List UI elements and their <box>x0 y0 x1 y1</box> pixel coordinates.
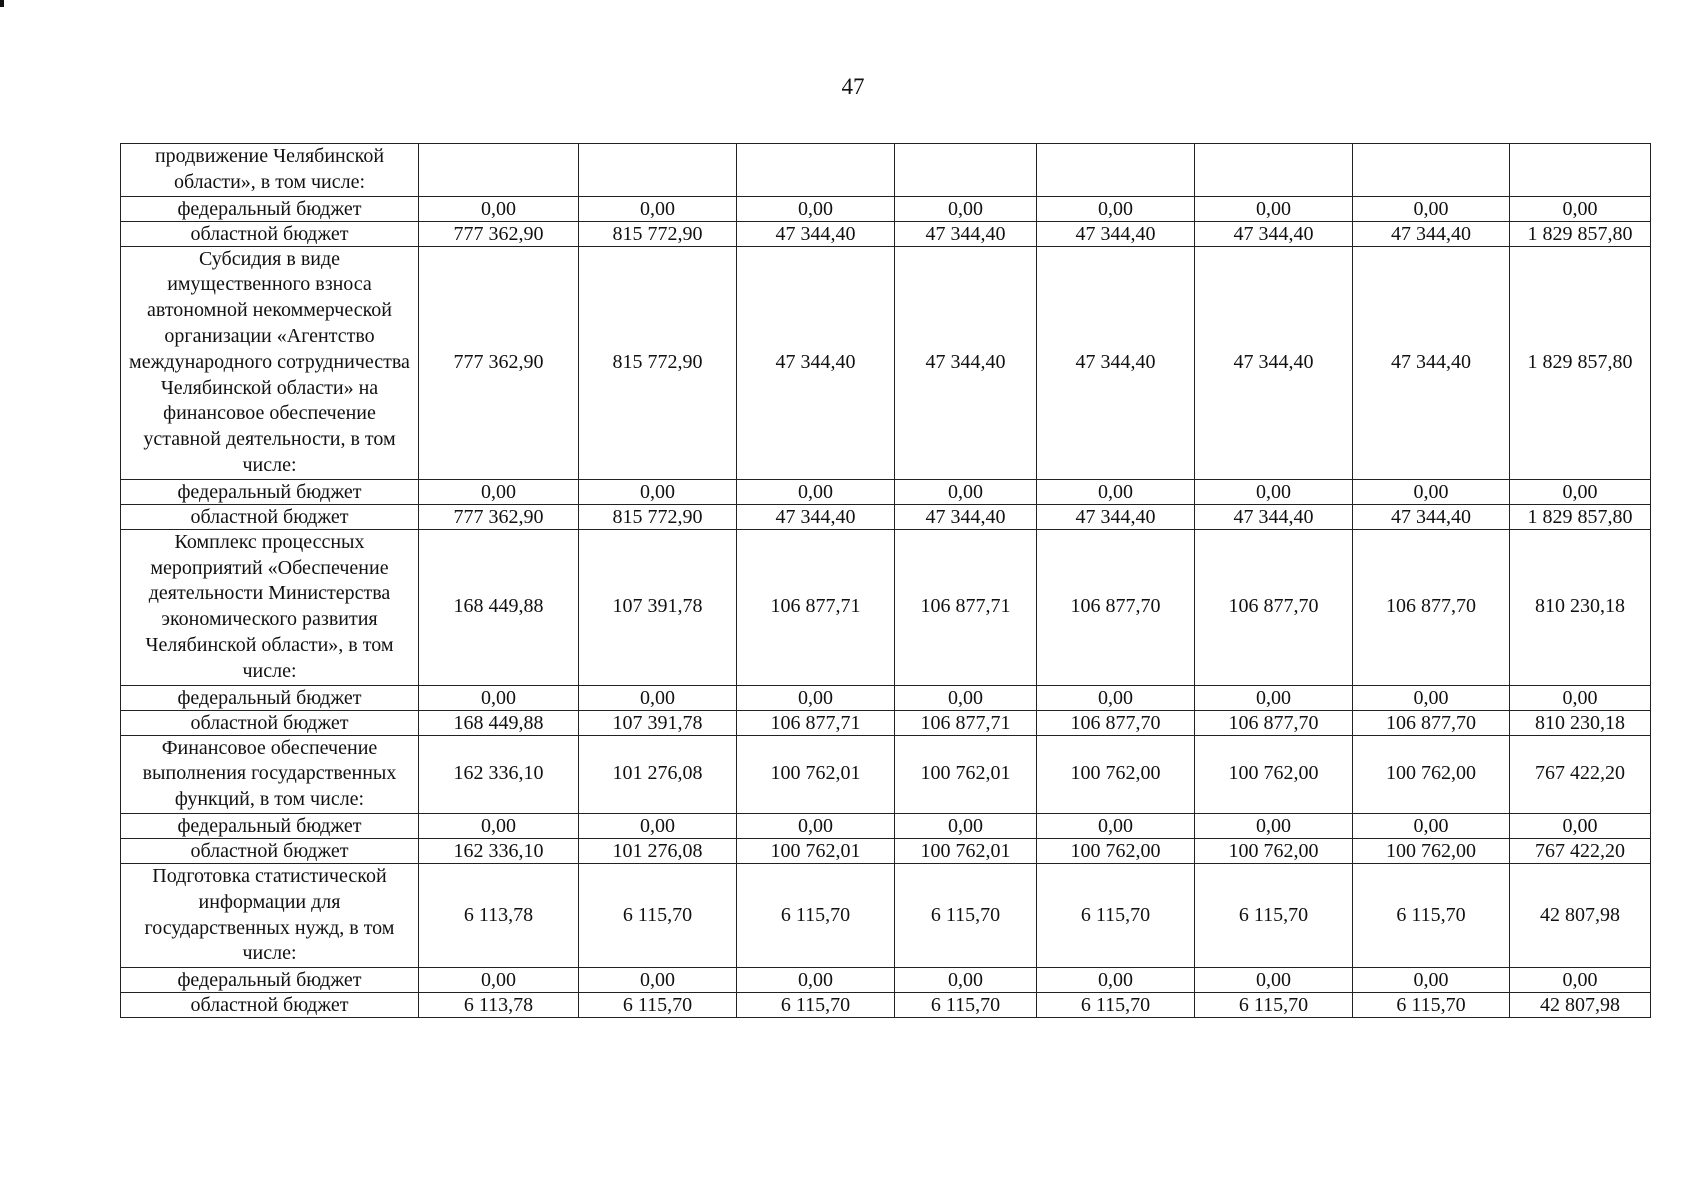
value-cell: 0,00 <box>1037 968 1195 993</box>
value-cell: 0,00 <box>419 685 579 710</box>
value-cell: 47 344,40 <box>737 504 895 529</box>
value-cell: 6 115,70 <box>737 863 895 967</box>
budget-subrow <box>121 196 1651 221</box>
table-body <box>121 144 1651 1018</box>
row-label: Подготовка статистической информации для государственных нужд, в том числе: <box>121 863 419 967</box>
value-cell: 0,00 <box>1195 813 1353 838</box>
value-cell: 100 762,00 <box>1353 838 1510 863</box>
value-cell: 0,00 <box>895 813 1037 838</box>
value-cell: 106 877,71 <box>737 529 895 685</box>
value-cell: 777 362,90 <box>419 504 579 529</box>
value-cell: 6 115,70 <box>737 993 895 1018</box>
value-cell: 777 362,90 <box>419 246 579 479</box>
value-cell <box>1195 144 1353 197</box>
value-cell: 0,00 <box>579 813 737 838</box>
value-cell: 47 344,40 <box>1195 221 1353 246</box>
program-row <box>121 863 1651 967</box>
value-cell: 0,00 <box>419 813 579 838</box>
value-cell: 6 115,70 <box>579 863 737 967</box>
value-cell: 101 276,08 <box>579 838 737 863</box>
value-cell: 106 877,70 <box>1353 529 1510 685</box>
budget-subrow <box>121 813 1651 838</box>
row-label: областной бюджет <box>121 993 419 1018</box>
budget-subrow <box>121 504 1651 529</box>
value-cell: 0,00 <box>579 968 737 993</box>
value-cell: 6 115,70 <box>1195 993 1353 1018</box>
value-cell: 0,00 <box>1195 685 1353 710</box>
value-cell: 47 344,40 <box>1195 504 1353 529</box>
value-cell: 0,00 <box>1037 813 1195 838</box>
row-label: Комплекс процессных мероприятий «Обеспечение деятельности Министерства экономического развития Челябинской области», в том числе: <box>121 529 419 685</box>
value-cell: 106 877,70 <box>1353 710 1510 735</box>
value-cell: 162 336,10 <box>419 838 579 863</box>
value-cell: 6 115,70 <box>895 863 1037 967</box>
value-cell: 0,00 <box>1195 196 1353 221</box>
value-cell: 100 762,00 <box>1037 838 1195 863</box>
value-cell: 106 877,70 <box>1037 529 1195 685</box>
value-cell: 0,00 <box>737 685 895 710</box>
value-cell: 0,00 <box>1195 479 1353 504</box>
value-cell: 168 449,88 <box>419 529 579 685</box>
value-cell: 101 276,08 <box>579 735 737 813</box>
budget-subrow <box>121 968 1651 993</box>
value-cell: 47 344,40 <box>1195 246 1353 479</box>
value-cell: 6 115,70 <box>1037 993 1195 1018</box>
value-cell: 47 344,40 <box>895 246 1037 479</box>
value-cell: 100 762,01 <box>895 735 1037 813</box>
value-cell: 106 877,70 <box>1195 529 1353 685</box>
value-cell: 0,00 <box>579 479 737 504</box>
value-cell: 47 344,40 <box>1353 504 1510 529</box>
value-cell: 6 115,70 <box>895 993 1037 1018</box>
value-cell: 107 391,78 <box>579 710 737 735</box>
value-cell: 47 344,40 <box>1353 246 1510 479</box>
budget-table <box>120 143 1651 1018</box>
value-cell: 0,00 <box>419 968 579 993</box>
value-cell: 6 115,70 <box>1195 863 1353 967</box>
value-cell: 815 772,90 <box>579 504 737 529</box>
value-cell: 47 344,40 <box>1353 221 1510 246</box>
value-cell: 0,00 <box>737 196 895 221</box>
value-cell: 42 807,98 <box>1510 863 1651 967</box>
row-label: федеральный бюджет <box>121 813 419 838</box>
value-cell: 106 877,70 <box>1195 710 1353 735</box>
budget-subrow <box>121 710 1651 735</box>
value-cell: 0,00 <box>737 479 895 504</box>
value-cell: 1 829 857,80 <box>1510 504 1651 529</box>
value-cell: 6 113,78 <box>419 993 579 1018</box>
value-cell: 0,00 <box>1037 196 1195 221</box>
value-cell: 0,00 <box>895 685 1037 710</box>
value-cell: 100 762,00 <box>1195 735 1353 813</box>
value-cell: 6 115,70 <box>579 993 737 1018</box>
value-cell: 100 762,00 <box>1353 735 1510 813</box>
value-cell: 0,00 <box>1037 685 1195 710</box>
value-cell: 810 230,18 <box>1510 710 1651 735</box>
value-cell: 0,00 <box>579 196 737 221</box>
value-cell: 6 113,78 <box>419 863 579 967</box>
value-cell: 168 449,88 <box>419 710 579 735</box>
value-cell: 0,00 <box>1037 479 1195 504</box>
value-cell: 0,00 <box>1510 196 1651 221</box>
value-cell: 47 344,40 <box>1037 504 1195 529</box>
budget-subrow <box>121 838 1651 863</box>
value-cell: 0,00 <box>1510 479 1651 504</box>
value-cell: 6 115,70 <box>1353 863 1510 967</box>
row-label: Субсидия в виде имущественного взноса автономной некоммерческой организации «Агентство международного сотрудничества Челябинской области» на финансовое обеспечение уставной деятельности, в том числе: <box>121 246 419 479</box>
page-number: 47 <box>841 74 865 99</box>
row-label: федеральный бюджет <box>121 968 419 993</box>
value-cell: 0,00 <box>1353 685 1510 710</box>
budget-subrow <box>121 685 1651 710</box>
value-cell: 47 344,40 <box>1037 246 1195 479</box>
binding-mark <box>0 0 4 7</box>
value-cell: 47 344,40 <box>895 504 1037 529</box>
budget-subrow <box>121 479 1651 504</box>
value-cell <box>1037 144 1195 197</box>
value-cell <box>895 144 1037 197</box>
row-label: федеральный бюджет <box>121 196 419 221</box>
value-cell <box>737 144 895 197</box>
row-label: федеральный бюджет <box>121 479 419 504</box>
value-cell: 0,00 <box>419 479 579 504</box>
value-cell <box>419 144 579 197</box>
value-cell: 100 762,01 <box>737 735 895 813</box>
row-label: федеральный бюджет <box>121 685 419 710</box>
value-cell <box>579 144 737 197</box>
value-cell: 100 762,00 <box>1037 735 1195 813</box>
value-cell: 0,00 <box>1510 685 1651 710</box>
value-cell: 0,00 <box>419 196 579 221</box>
value-cell: 106 877,71 <box>737 710 895 735</box>
value-cell: 162 336,10 <box>419 735 579 813</box>
value-cell: 47 344,40 <box>895 221 1037 246</box>
value-cell: 107 391,78 <box>579 529 737 685</box>
value-cell: 1 829 857,80 <box>1510 246 1651 479</box>
value-cell <box>1353 144 1510 197</box>
program-row <box>121 529 1651 685</box>
value-cell: 0,00 <box>1353 813 1510 838</box>
value-cell: 47 344,40 <box>737 246 895 479</box>
row-label: областной бюджет <box>121 710 419 735</box>
row-label: областной бюджет <box>121 221 419 246</box>
value-cell: 0,00 <box>895 479 1037 504</box>
value-cell: 0,00 <box>737 968 895 993</box>
value-cell: 6 115,70 <box>1353 993 1510 1018</box>
value-cell: 0,00 <box>1353 968 1510 993</box>
value-cell: 815 772,90 <box>579 246 737 479</box>
program-row <box>121 144 1651 197</box>
row-label: Финансовое обеспечение выполнения государственных функций, в том числе: <box>121 735 419 813</box>
value-cell: 0,00 <box>1353 479 1510 504</box>
value-cell: 100 762,00 <box>1195 838 1353 863</box>
value-cell: 815 772,90 <box>579 221 737 246</box>
budget-subrow <box>121 221 1651 246</box>
value-cell: 0,00 <box>737 813 895 838</box>
program-row <box>121 246 1651 479</box>
value-cell: 0,00 <box>895 968 1037 993</box>
value-cell: 767 422,20 <box>1510 838 1651 863</box>
value-cell: 777 362,90 <box>419 221 579 246</box>
value-cell: 6 115,70 <box>1037 863 1195 967</box>
value-cell: 0,00 <box>1510 813 1651 838</box>
value-cell: 100 762,01 <box>895 838 1037 863</box>
value-cell: 1 829 857,80 <box>1510 221 1651 246</box>
value-cell: 0,00 <box>579 685 737 710</box>
value-cell: 106 877,70 <box>1037 710 1195 735</box>
value-cell: 47 344,40 <box>737 221 895 246</box>
value-cell: 106 877,71 <box>895 529 1037 685</box>
row-label: продвижение Челябинской области», в том числе: <box>121 144 419 197</box>
value-cell: 0,00 <box>1353 196 1510 221</box>
budget-subrow <box>121 993 1651 1018</box>
row-label: областной бюджет <box>121 838 419 863</box>
value-cell: 42 807,98 <box>1510 993 1651 1018</box>
program-row <box>121 735 1651 813</box>
value-cell: 810 230,18 <box>1510 529 1651 685</box>
value-cell: 0,00 <box>1510 968 1651 993</box>
value-cell: 106 877,71 <box>895 710 1037 735</box>
value-cell <box>1510 144 1651 197</box>
value-cell: 100 762,01 <box>737 838 895 863</box>
value-cell: 0,00 <box>895 196 1037 221</box>
value-cell: 47 344,40 <box>1037 221 1195 246</box>
value-cell: 767 422,20 <box>1510 735 1651 813</box>
value-cell: 0,00 <box>1195 968 1353 993</box>
row-label: областной бюджет <box>121 504 419 529</box>
